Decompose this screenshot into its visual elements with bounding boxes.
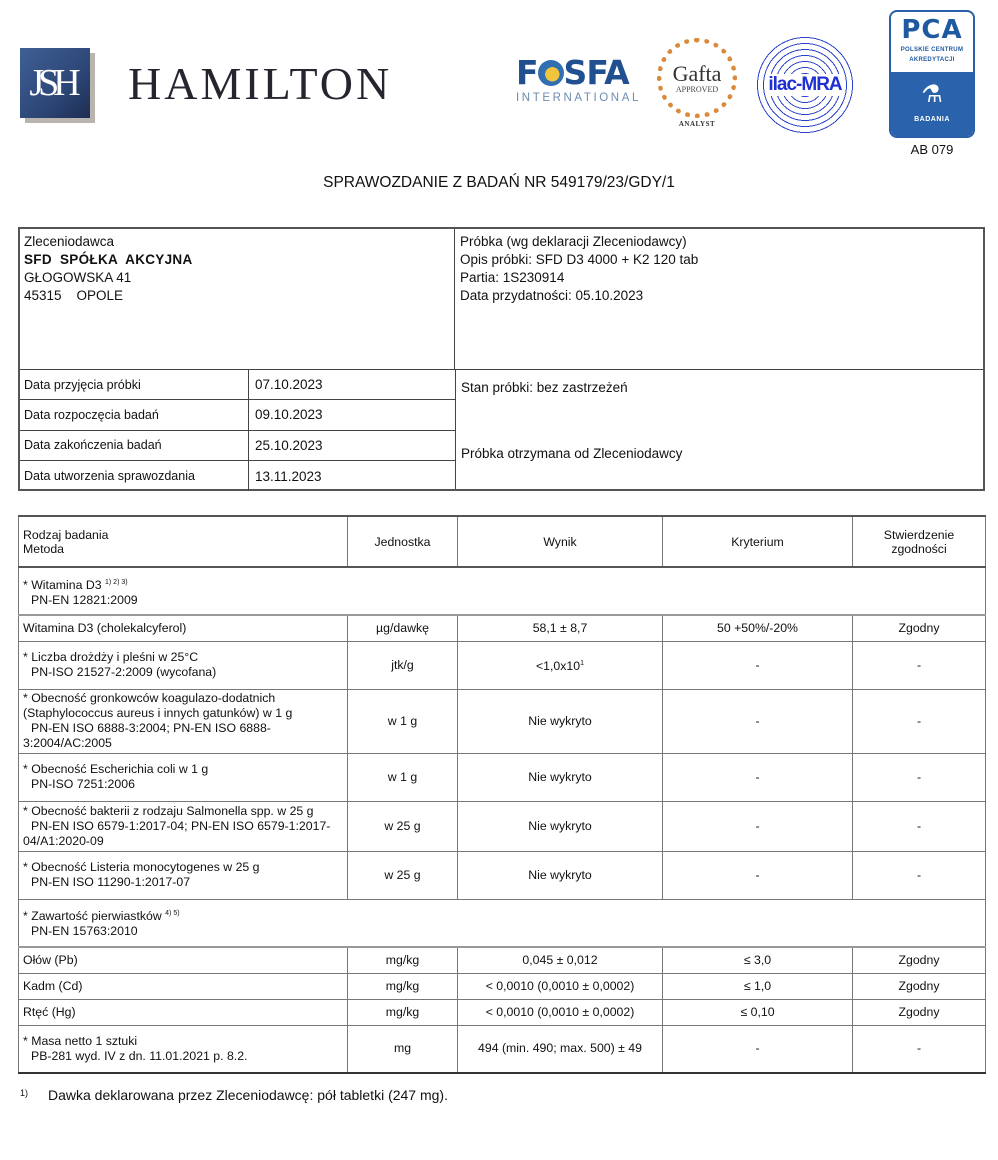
criterion: ≤ 3,0 [663,947,853,973]
flask-icon: ⚗ [921,81,943,108]
test-name: * Masa netto 1 sztuki [23,1033,138,1048]
criterion: - [663,801,853,851]
result: 0,045 ± 0,012 [458,947,663,973]
header-unit: Jednostka [348,516,458,567]
test-method: PN-EN 15763:2010 [31,924,138,939]
wheat-wreath-icon: Gafta APPROVED [657,38,737,118]
unit: w 1 g [348,753,458,801]
date-row [20,370,455,400]
footnote-mark: 1) [20,1088,29,1098]
unit: mg [348,1025,458,1073]
pca-wordmark: PCA [901,15,963,45]
header-test-method: Rodzaj badania Metoda [19,516,348,567]
result: $<1,0x10^1$ [458,641,663,689]
date-row [20,431,455,461]
company-name: HAMILTON [128,57,393,109]
result: Nie wykryto [458,801,663,851]
footnote-text: Dawka deklarowana przez Zleceniodawcę: pół tabletki (247 mg). [48,1087,448,1103]
table-header-row [19,516,986,567]
test-name: Rtęć (Hg) [19,999,348,1025]
report-title: SPRAWOZDANIE Z BADAŃ NR 549179/23/GDY/1 [323,174,675,191]
sample-label: Próbka (wg deklaracji Zleceniodawcy) [460,234,687,249]
fosfa-wordmark: F SFA [516,53,629,92]
accreditation-code: AB 079 [910,142,954,157]
table-row [19,999,986,1025]
report-info-block [18,227,985,491]
test-method: PN-ISO 7251:2006 [31,777,135,791]
compliance: - [853,1025,986,1073]
compliance: - [853,753,986,801]
date-label: Data zakończenia badań [20,431,249,460]
compliance: Zgodny [853,615,986,641]
dates-table [20,370,455,491]
criterion: ≤ 0,10 [663,999,853,1025]
test-name: * Obecność bakterii z rodzaju Salmonella spp. w 25 g [23,803,314,818]
sample-received-from: Próbka otrzymana od Zleceniodawcy [461,446,683,461]
result: Nie wykryto [458,689,663,753]
compliance: Zgodny [853,973,986,999]
result: 58,1 ± 8,7 [458,615,663,641]
test-name: * Liczba drożdży i pleśni w 25°C [23,650,199,664]
unit: w 1 g [348,689,458,753]
result: < 0,0010 (0,0010 ± 0,0002) [458,999,663,1025]
sample-state: Stan próbki: bez zastrzeżeń [461,380,628,395]
unit: mg/kg [348,973,458,999]
test-method: PN-EN ISO 11290-1:2017-07 [31,875,191,889]
unit: jtk/g [348,641,458,689]
date-value: 07.10.2023 [255,377,323,393]
date-row [20,461,455,491]
test-method: PN-EN ISO 6579-1:2017-04; PN-EN ISO 6579-1:2017-04/A1:2020-09 [23,818,331,848]
test-method: PN-ISO 21527-2:2009 (wycofana) [31,665,217,679]
ilac-wordmark: ilac-MRA [768,74,842,95]
unit: mg/kg [348,999,458,1025]
criterion: ≤ 1,0 [663,973,853,999]
gafta-role: ANALYST [678,120,716,128]
result: Nie wykryto [458,851,663,899]
header-criterion: Kryterium [663,516,853,567]
test-name: Ołów (Pb) [19,947,348,973]
globe-icon [538,60,564,86]
pca-logo: PCA POLSKIE CENTRUM AKREDYTACJI ⚗ BADANIA [889,10,975,138]
footnote [20,1087,448,1103]
sample-batch: Partia: 1S230914 [460,270,565,285]
compliance: - [853,851,986,899]
test-method: PN-EN 12821:2009 [31,592,138,607]
results-table [18,515,986,1074]
test-method: PB-281 wyd. IV z dn. 11.01.2021 p. 8.2. [31,1048,248,1063]
test-name: Kadm (Cd) [19,973,348,999]
criterion: - [663,851,853,899]
result: Nie wykryto [458,753,663,801]
test-name: Witamina D3 (cholekalcyferol) [19,615,348,641]
criterion: - [663,1025,853,1073]
table-group-row [19,899,986,947]
unit: w 25 g [348,851,458,899]
result: < 0,0010 (0,0010 ± 0,0002) [458,973,663,999]
test-method: PN-EN ISO 6888-3:2004; PN-EN ISO 6888-3:2004/AC:2005 [23,721,271,750]
date-label: Data rozpoczęcia badań [20,400,249,429]
sample-description: Opis próbki: SFD D3 4000 + K2 120 tab [460,252,699,267]
table-row [19,1025,986,1073]
client-city: 45315 OPOLE [24,288,124,303]
sample-state-section [455,370,983,489]
date-value: 25.10.2023 [255,437,323,453]
fosfa-logo [516,53,646,104]
criterion: - [663,689,853,753]
ilac-mra-logo [756,36,854,134]
header-result: Wynik [458,516,663,567]
test-name: * Zawartość pierwiastków [23,909,162,924]
result: 494 (min. 490; max. 500) ± 49 [458,1025,663,1073]
test-name: * Obecność Escherichia coli w 1 g [23,762,209,776]
date-label: Data przyjęcia próbki [20,370,249,399]
date-label: Data utworzenia sprawozdania [20,461,249,491]
sample-section [455,229,983,370]
unit: mg/kg [348,947,458,973]
compliance: Zgodny [853,999,986,1025]
criterion: - [663,753,853,801]
header-compliance: Stwierdzenie zgodności [853,516,986,567]
table-row [19,615,986,641]
test-name: * Witamina D3 [23,577,102,592]
client-label: Zleceniodawca [24,234,115,249]
compliance: Zgodny [853,947,986,973]
table-row [19,947,986,973]
gafta-logo [656,38,738,132]
fosfa-subtitle: INTERNATIONAL [516,92,641,104]
compliance: - [853,801,986,851]
footnote-refs: 1) 2) 3) [105,578,128,586]
compliance: - [853,689,986,753]
sample-expiry: Data przydatności: 05.10.2023 [460,288,644,303]
test-name: * Obecność Listeria monocytogenes w 25 g [23,860,260,874]
unit: µg/dawkę [348,615,458,641]
date-value: 13.11.2023 [255,468,322,484]
client-name: SFD SPÓŁKA AKCYJNA [24,252,193,267]
client-street: GŁOGOWSKA 41 [24,270,132,285]
table-row [19,641,986,689]
table-row [19,689,986,753]
date-value: 09.10.2023 [255,407,323,423]
table-row [19,753,986,801]
table-row [19,851,986,899]
table-row [19,801,986,851]
hamilton-logo [20,46,392,120]
client-section [20,229,455,370]
footnote-refs: 4) 5) [165,910,180,918]
unit: w 25 g [348,801,458,851]
date-row [20,400,455,430]
criterion: 50 +50%/-20% [663,615,853,641]
compliance: - [853,641,986,689]
table-row [19,973,986,999]
table-group-row [19,567,986,615]
jsh-monogram-icon: JSH [20,48,90,118]
test-name: * Obecność gronkowców koagulazo-dodatnich (Staphylococcus aureus i innych gatunków) w 1 g [23,691,293,720]
criterion: - [663,641,853,689]
